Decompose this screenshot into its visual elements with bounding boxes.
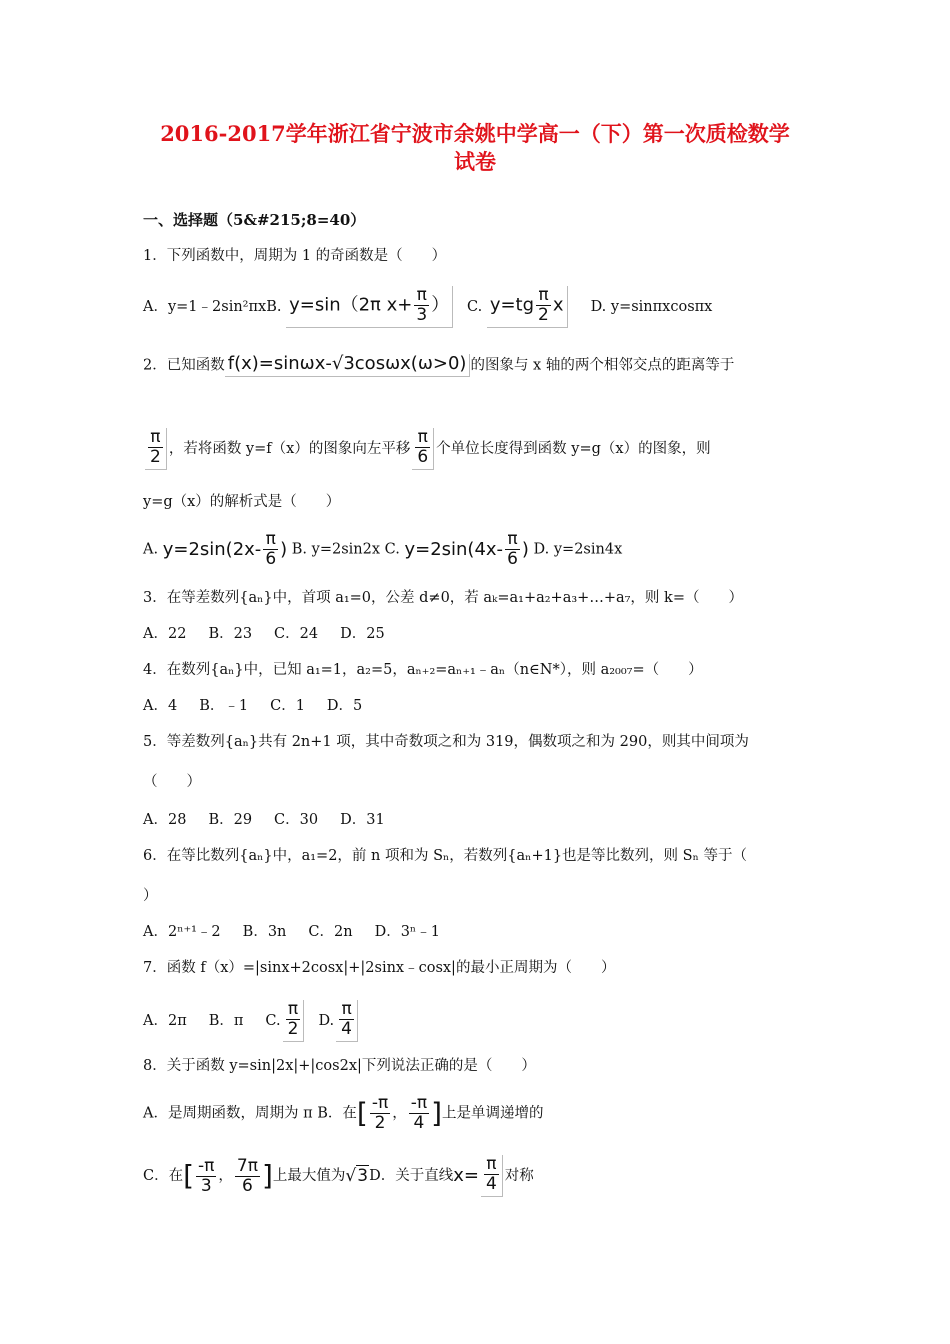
q8-b-post: 上是单调递增的 xyxy=(442,1105,544,1122)
question-3-stem: 3．在等差数列{aₙ}中，首项 a₁=0，公差 d≠0，若 aₖ=a₁+a₂+a₃+…+a₇，则 k=（ ） xyxy=(143,590,743,606)
question-5-options xyxy=(143,810,407,830)
q6-option-d: D．3ⁿ﹣1 xyxy=(374,924,440,940)
q2-stem-post: 的图象与 x 轴的两个相邻交点的距离等于 xyxy=(470,357,735,374)
q2-l2-num: π xyxy=(148,428,163,448)
left-bracket: [ xyxy=(356,1096,368,1130)
q2-c-pre: y=2sin(4x- xyxy=(404,538,504,560)
q2-c-post: ) xyxy=(521,538,529,560)
q8-b-d2: 4 xyxy=(413,1113,425,1133)
question-7-stem: 7．函数 f（x）=|sinx+2cosx|+|2sinx﹣cosx|的最小正周期为（ ） xyxy=(143,960,616,976)
q2-l2-den: 2 xyxy=(150,447,161,467)
q3-option-b: B．23 xyxy=(208,626,253,642)
q8-c-n2: 7π xyxy=(236,1155,258,1176)
q1-c-post: x xyxy=(552,294,564,316)
question-2-line2 xyxy=(143,428,711,470)
q8-c-d2: 6 xyxy=(242,1175,253,1196)
q1-b-den: 3 xyxy=(416,305,428,325)
q2-option-c-formula xyxy=(404,529,529,569)
question-2-stem xyxy=(143,354,734,377)
q8-c-sqrt: 3 xyxy=(357,1166,369,1186)
q1-c-den: 2 xyxy=(538,305,549,325)
question-1-options xyxy=(143,286,712,328)
q2-stem-pre: 2．已知函数 xyxy=(143,357,225,374)
q2-a-den: 6 xyxy=(265,549,277,569)
question-6-options xyxy=(143,922,462,942)
q7-d-den: 4 xyxy=(341,1019,352,1039)
q7-option-c-fraction xyxy=(283,1000,305,1042)
right-bracket: ] xyxy=(431,1096,442,1130)
q2-c-fraction xyxy=(505,530,520,569)
q4-option-b: B．﹣1 xyxy=(199,698,249,714)
question-3-options xyxy=(143,624,407,644)
q2-c-den: 6 xyxy=(507,549,518,569)
q2-c-num: π xyxy=(505,530,520,550)
q3-option-d: D．25 xyxy=(340,626,385,642)
q8-d-fraction xyxy=(481,1155,503,1197)
q6-option-a: A．2ⁿ⁺¹﹣2 xyxy=(143,924,221,940)
q2-a-num: π xyxy=(263,530,278,550)
q7-option-d-fraction xyxy=(336,1000,358,1042)
q7-c-num: π xyxy=(286,1000,301,1020)
section-heading: 一、选择题（5&#215;8=40） xyxy=(143,211,366,229)
q7-c-den: 2 xyxy=(287,1019,299,1039)
q3-option-c: C．24 xyxy=(274,626,319,642)
q2-option-b: B. y=2sin2x C. xyxy=(291,541,400,558)
question-4-options xyxy=(143,696,384,716)
question-6-stem-cont: ） xyxy=(143,888,158,904)
question-8-stem: 8．关于函数 y=sin|2x|+|cos2x|下列说法正确的是（ ） xyxy=(143,1058,536,1074)
q8-c-fraction-1 xyxy=(196,1157,216,1196)
q1-b-post: ） xyxy=(431,294,450,316)
q1-option-d: D. y=sinπxcosπx xyxy=(590,299,713,315)
q2-a-post: ) xyxy=(280,538,288,560)
q7-d-num: π xyxy=(339,1000,354,1020)
q2-a-label: A. xyxy=(143,541,159,558)
q5-option-b: B．29 xyxy=(208,812,253,828)
q6-option-b: B．3n xyxy=(242,924,287,940)
q8-b-d1: 2 xyxy=(374,1113,386,1133)
question-8-options-cd: C．在[ $\frac{-\pi}{3}$ ， $\frac{7\pi}{6}$ ]上最大值为√3D．关于直线x= $\frac{\pi}{4}$ 对称 xyxy=(143,1154,534,1196)
q7-option-c-label: C. xyxy=(265,1013,281,1029)
question-5-stem-cont: （ ） xyxy=(143,774,201,790)
q8-c-pre: C．在 xyxy=(143,1168,184,1184)
q1-option-a: A．y=1﹣2sin²πxB. xyxy=(143,299,282,315)
question-2-options xyxy=(143,530,622,569)
question-1-stem: 1．下列函数中，周期为 1 的奇函数是（ ） xyxy=(143,248,447,264)
q4-option-d: D．5 xyxy=(326,698,363,714)
q1-option-c-formula xyxy=(487,286,568,328)
q8-d-xeq: x= xyxy=(453,1165,479,1186)
q1-b-num: π xyxy=(414,286,429,306)
q5-option-c: C．30 xyxy=(274,812,319,828)
question-8-options-ab: A．是周期函数，周期为 π B．在[ $\frac{-\pi}{2}$ ， $\frac{-\pi}{4}$ ]上是单调递增的 xyxy=(143,1093,544,1133)
q7-option-b: B．π xyxy=(208,1013,244,1029)
q8-c-mid: 上最大值为 xyxy=(272,1168,346,1184)
question-7-options xyxy=(143,1000,360,1042)
q2-l2-den2: 6 xyxy=(417,447,429,467)
q8-d-post: 对称 xyxy=(504,1168,534,1184)
q5-option-a: A．28 xyxy=(143,812,187,828)
q5-option-d: D．31 xyxy=(340,812,385,828)
q7-option-d-label: D. xyxy=(318,1013,335,1029)
q3-option-a: A．22 xyxy=(143,626,187,642)
q4-option-a: A．4 xyxy=(143,698,178,714)
question-6-stem: 6．在等比数列{aₙ}中，a₁=2，前 n 项和为 Sₙ，若数列{aₙ+1}也是等比数列，则 Sₙ 等于（ xyxy=(143,848,747,864)
q1-c-fraction xyxy=(536,286,551,325)
exam-title-line2: 试卷 xyxy=(454,149,496,174)
question-5-stem: 5．等差数列{aₙ}共有 2n+1 项，其中奇数项之和为 319，偶数项之和为 290，则其中间项为 xyxy=(143,734,749,750)
q8-b-n1: -π xyxy=(371,1093,389,1113)
q2-l2-mid: ，若将函数 y=f（x）的图象向左平移 xyxy=(168,441,411,457)
q8-b-fraction-1 xyxy=(370,1094,390,1133)
q2-a-fraction xyxy=(263,530,278,569)
q1-c-num: π xyxy=(536,286,551,306)
right-bracket-c: ] xyxy=(261,1159,273,1192)
exam-title-line1: 2016-2017学年浙江省宁波市余姚中学高一（下）第一次质检数学 xyxy=(160,121,790,146)
question-2-line3: y=g（x）的解析式是（ ） xyxy=(143,494,341,510)
q1-option-c-label: C. xyxy=(467,299,483,315)
q6-option-c: C．2n xyxy=(308,924,353,940)
q2-l2-post: 个单位长度得到函数 y=g（x）的图象，则 xyxy=(436,441,711,457)
q8-b-n2: -π xyxy=(410,1093,428,1113)
q8-option-a-b: A．是周期函数，周期为 π B．在 xyxy=(143,1105,357,1122)
q2-option-a-formula xyxy=(162,529,288,569)
q8-d-n3: π xyxy=(484,1155,499,1175)
q2-l2-num2: π xyxy=(415,428,430,448)
q2-fraction-pi-2 xyxy=(145,428,167,470)
q1-option-b-formula xyxy=(286,286,453,328)
q4-option-c: C．1 xyxy=(270,698,305,714)
q8-b-fraction-2 xyxy=(409,1094,429,1133)
q7-option-a: A．2π xyxy=(143,1013,187,1029)
q2-a-pre: y=2sin(2x- xyxy=(162,538,262,560)
q1-c-pre: y=tg xyxy=(489,294,535,316)
q8-c-n1: -π xyxy=(198,1155,215,1176)
left-bracket-c: [ xyxy=(183,1159,195,1192)
sqrt-symbol: √3 xyxy=(345,1166,369,1186)
q1-b-fraction xyxy=(414,286,429,325)
q8-d-label: D．关于直线 xyxy=(369,1168,454,1184)
q2-fraction-pi-6 xyxy=(412,428,434,470)
q8-c-d1: 3 xyxy=(200,1175,212,1196)
q8-d-d3: 4 xyxy=(485,1174,497,1194)
q2-option-d: D. y=2sin4x xyxy=(533,541,623,558)
q2-function-formula: f(x)=sinωx-√3cosωx(ω>0) xyxy=(225,354,471,377)
q1-b-pre: y=sin（2π x+ xyxy=(289,294,413,316)
q8-c-fraction-2 xyxy=(235,1157,260,1196)
question-4-stem: 4．在数列{aₙ}中，已知 a₁=1，a₂=5，aₙ₊₂=aₙ₊₁﹣aₙ（n∈N*），则 a₂₀₀₇=（ ） xyxy=(143,662,703,678)
